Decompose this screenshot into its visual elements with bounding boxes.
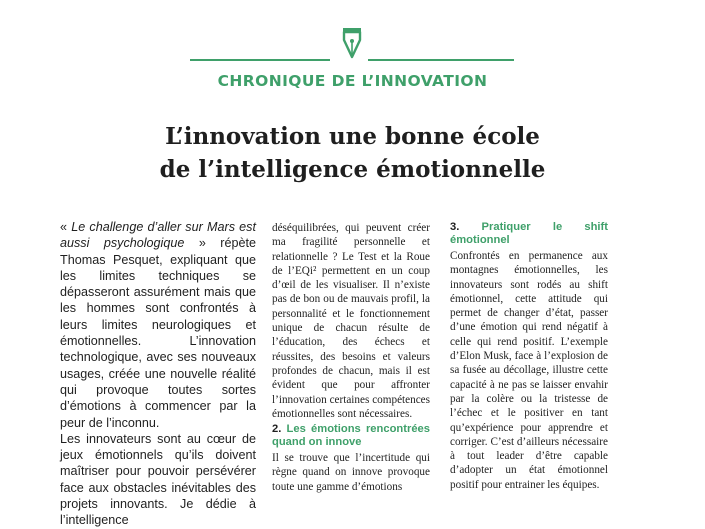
- quote-text: Le challenge d’aller sur Mars est aussi psychologique: [60, 220, 256, 251]
- subheading-number: 2.: [272, 423, 282, 436]
- subheading-text: Pratiquer le shift émotionnel: [450, 221, 608, 246]
- article-title: [0, 120, 705, 186]
- pen-nib-icon: [337, 26, 367, 60]
- paragraph: déséquilibrées, qui peuvent créer ma fragilité personnelle et relationnelle ? Le Test et la Roue de l’EQi² permettent en un coup d’œil de les visualiser. Il n’existe pas de bon ou de mauvais profil, la personnalité et le fonctionnement unique de chacun résulte de l’éducation, des échecs et réussites, des besoins et valeurs profondes de chacun, mais il est évident que pour affronter l’innovation certaines compétences émotionnelles sont nécessaires.: [272, 222, 430, 420]
- subheading: [272, 423, 430, 449]
- paragraph: Les innovateurs sont au cœur de jeux émotionnels qu’ils doivent maîtriser pour pouvoir persévérer face aux obstacles inévitables des projets innovants. Je dédie à l’intelligence: [60, 431, 256, 528]
- article-title-line-1: L’innovation une bonne école: [165, 123, 540, 150]
- subheading-text: Les émotions rencontrées quand on innove: [272, 423, 430, 449]
- header-rule-right: [368, 59, 514, 61]
- article-column-1: [60, 219, 256, 528]
- article-column-2: [272, 221, 430, 493]
- paragraph: [60, 219, 256, 431]
- subheading-number: 3.: [450, 221, 460, 233]
- quote-open: «: [60, 220, 72, 234]
- subheading: [450, 221, 608, 247]
- paragraph: Il se trouve que l’incertitude qui règne quand on innove provoque toute une gamme d’émotions: [272, 452, 430, 493]
- article-column-3: [450, 221, 608, 491]
- header-rule-left: [190, 59, 330, 61]
- paragraph-text: répète Thomas Pesquet, expliquant que les limites techniques se dépasseront assurément mais que les hommes sont confrontés à leurs limites neurologiques et émotionnelles. L’innovation technologique, avec ses nouveaux usages, créée une nouvelle réalité qui provoque toutes sortes d’émotions à commencer par la peur de l’inconnu.: [60, 236, 256, 430]
- paragraph: Confrontés en permanence aux montagnes émotionnelles, les innovateurs sont rodés au shift émotionnel, cette attitude qui permet de changer d’état, passer d’une émotion qui rend négatif à celle qui rend positif. L’exemple d’Elon Musk, face à l’explosion de sa fusée au décollage, illustre cette capacité à ne pas se laisser envahir par la colère ou la tristesse de l’échec et le positiver en tant qu’expérience pour apprendre et corriger. C’est d’ailleurs nécessaire à tout leader d’être capable d’adopter un état émotionnel positif pour entrainer les équipes.: [450, 250, 608, 491]
- quote-close: »: [184, 236, 221, 251]
- section-title: CHRONIQUE DE L’INNOVATION: [217, 72, 488, 90]
- article-title-line-2: de l’intelligence émotionnelle: [159, 156, 546, 183]
